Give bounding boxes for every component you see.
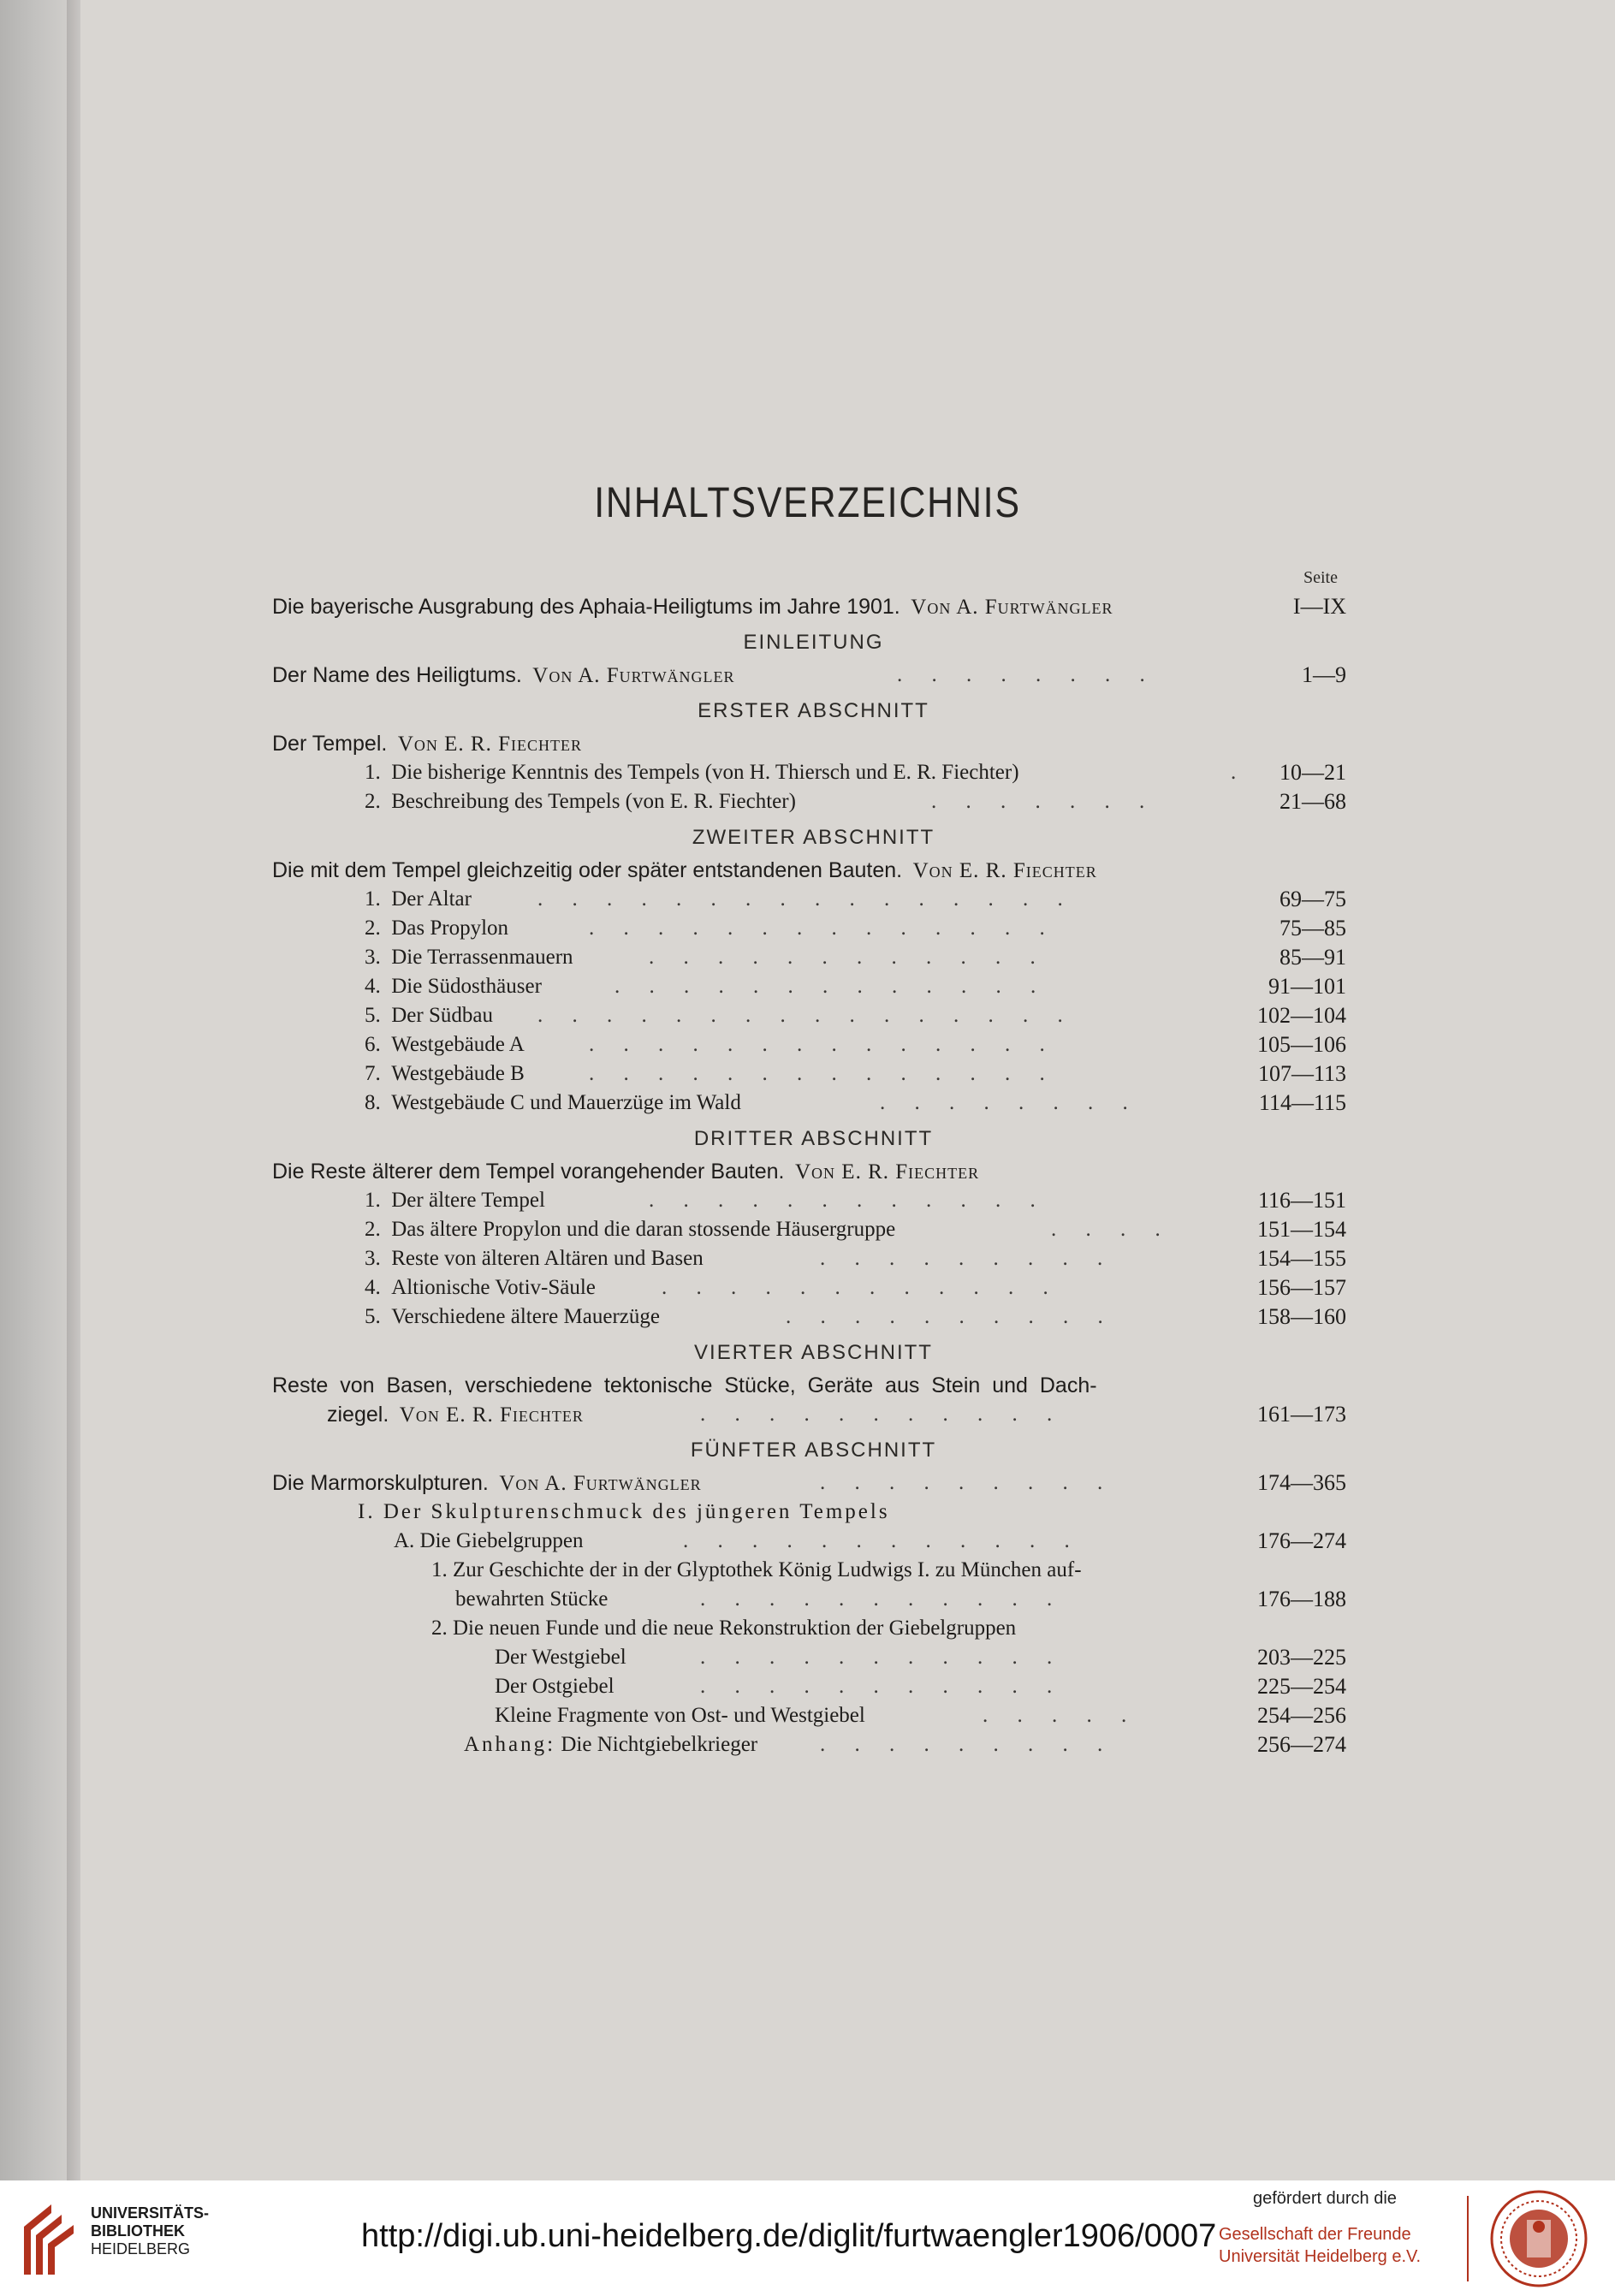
sponsor-name-line: Universität Heidelberg e.V. (1219, 2247, 1422, 2266)
entry-pages: 75—85 (1280, 916, 1346, 940)
section-heading-zweiter: ZWEITER ABSCHNITT (692, 826, 935, 849)
section-heading-fuenfter: FÜNFTER ABSCHNITT (690, 1439, 937, 1462)
dot-leader: . . . . . . . . . . . . . . . . (537, 1004, 1075, 1027)
entry-title: Die mit dem Tempel gleichzeitig oder später entstandenen Bauten. (272, 858, 903, 882)
dot-leader: . . . . . . . . . (820, 1733, 1115, 1756)
entry-title: Der Name des Heiligtums. (272, 663, 522, 687)
entry-author: Von E. R. Fiechter (399, 1403, 584, 1427)
entry-pages: 174—365 (1257, 1470, 1346, 1495)
entry-author: Von A. Furtwängler (911, 596, 1113, 619)
dot-leader: . . . . . . . . . . . . . . (589, 1033, 1057, 1056)
entry-pages: 21—68 (1280, 789, 1346, 814)
entry-title-cont: ziegel. (327, 1403, 389, 1427)
toc-subentry (272, 787, 1355, 816)
entry-number: 8. (365, 1091, 381, 1114)
toc-subentry (272, 1672, 1355, 1701)
entry-pages: 156—157 (1257, 1275, 1346, 1300)
entry-title: Beschreibung des Tempels (von E. R. Fiechter) (391, 790, 796, 813)
book-binding (0, 0, 67, 2180)
toc-entry-line2 (272, 1400, 1355, 1429)
toc-subsection-1-cont (272, 1585, 1355, 1614)
entry-pages: 1—9 (1302, 662, 1346, 687)
dot-leader: . . . . . (983, 1704, 1139, 1727)
entry-title: Die Marmorskulpturen. (272, 1471, 489, 1495)
toc-subentry (272, 1215, 1355, 1244)
toc-subentry (272, 1701, 1355, 1730)
seite-label: Seite (1303, 568, 1338, 587)
dot-leader: . . . . . . . . . . (786, 1305, 1115, 1328)
entry-title: Der Südbau (391, 1004, 493, 1027)
digitization-footer (0, 2180, 1615, 2296)
dot-leader: . . . . . . . . . . . . . (615, 975, 1048, 998)
entry-pages: 114—115 (1258, 1090, 1346, 1115)
toc-entry-intro (272, 592, 1355, 621)
toc-entry (272, 729, 1355, 758)
entry-number: 3. (365, 946, 381, 969)
section-heading-dritter: DRITTER ABSCHNITT (693, 1127, 934, 1150)
toc-subentry (272, 758, 1355, 787)
toc-subentry (272, 1643, 1355, 1672)
entry-author: Von E. R. Fiechter (795, 1160, 980, 1184)
entry-pages: 256—274 (1257, 1732, 1346, 1757)
dot-leader: . . . . . . . . . . . (700, 1403, 1065, 1426)
toc-subentry (272, 972, 1355, 1001)
library-name-line: BIBLIOTHEK (91, 2222, 185, 2240)
entry-author: Von A. Furtwängler (499, 1472, 702, 1495)
entry-title: Kleine Fragmente von Ost- und Westgiebel (495, 1704, 865, 1727)
entry-pages: 158—160 (1257, 1304, 1346, 1329)
sponsor-name (1219, 2223, 1421, 2268)
sponsor-name-line: Gesellschaft der Freunde (1219, 2225, 1411, 2244)
entry-pages: 105—106 (1257, 1032, 1346, 1057)
entry-pages: 176—274 (1257, 1528, 1346, 1553)
toc-entry (272, 856, 1355, 885)
library-name (91, 2204, 209, 2258)
dot-leader: . . . . . . . (931, 790, 1157, 813)
entry-title: Der Tempel. (272, 732, 388, 756)
entry-title: Der ältere Tempel (391, 1189, 545, 1212)
toc-entry-line1 (272, 1371, 1355, 1400)
toc-subsection-2 (272, 1614, 1355, 1643)
dot-leader: . . . . . . . . (880, 1091, 1140, 1114)
entry-pages: 176—188 (1257, 1587, 1346, 1611)
toc-entry (272, 661, 1355, 690)
entry-title: Die Südosthäuser (391, 975, 542, 998)
toc-subentry (272, 1273, 1355, 1302)
permalink-url[interactable]: http://digi.ub.uni-heidelberg.de/diglit/furtwaengler1906/0007 (361, 2218, 1217, 2254)
entry-pages: 151—154 (1257, 1217, 1346, 1242)
sponsor-label: gefördert durch die (1253, 2189, 1397, 2208)
gutter-shadow (67, 0, 80, 2180)
entry-pages: 161—173 (1257, 1402, 1346, 1427)
entry-pages: 107—113 (1257, 1061, 1346, 1086)
dot-leader: . . . . . . . . . . . (700, 1646, 1065, 1669)
section-heading-vierter: VIERTER ABSCHNITT (694, 1341, 933, 1364)
entry-title: 1. Zur Geschichte der in der Glyptothek König Ludwigs I. zu München auf- (431, 1558, 1082, 1581)
dot-leader: . . . . . . . . . . . . . . (589, 1062, 1057, 1085)
entry-number: 4. (365, 975, 381, 998)
entry-pages: 154—155 (1257, 1246, 1346, 1271)
toc-subentry (272, 1244, 1355, 1273)
entry-title: Der Altar (391, 887, 472, 911)
entry-title: Der Westgiebel (495, 1646, 626, 1669)
toc-subentry (272, 1302, 1355, 1332)
entry-pages: 225—254 (1257, 1674, 1346, 1699)
entry-pages: 69—75 (1280, 887, 1346, 911)
entry-title: Die Reste älterer dem Tempel vorangehender Bauten. (272, 1160, 785, 1184)
university-seal-icon (1489, 2189, 1588, 2288)
entry-title: Reste von Basen, verschiedene tektonische Stücke, Geräte aus Stein und Dach- (272, 1373, 1097, 1397)
dot-leader: . . . . . . . . . . . . (683, 1529, 1082, 1552)
toc-subentry (272, 885, 1355, 914)
toc-subentry (272, 1030, 1355, 1059)
entry-number: 5. (365, 1305, 381, 1328)
entry-number: 2. (365, 1218, 381, 1241)
entry-title: Die Nichtgiebelkrieger (561, 1733, 758, 1756)
toc-entry (272, 1468, 1355, 1498)
dot-leader: . . . . . . . . . . . . . . (589, 917, 1057, 940)
dot-leader: . (1231, 761, 1249, 784)
entry-author: Von E. R. Fiechter (912, 859, 1097, 882)
entry-number: 2. (365, 790, 381, 813)
entry-title: Die bisherige Kenntnis des Tempels (von H. Thiersch und E. R. Fiechter) (391, 761, 1019, 784)
entry-title: Westgebäude B (391, 1062, 525, 1085)
entry-pages: I—IX (1292, 594, 1346, 619)
dot-leader: . . . . . . . . . . . (700, 1587, 1065, 1611)
toc-subentry (272, 914, 1355, 943)
entry-pages: 203—225 (1257, 1645, 1346, 1670)
dot-leader: . . . . (1051, 1218, 1173, 1241)
dot-leader: . . . . . . . . . . . (700, 1675, 1065, 1698)
entry-number: 2. (365, 917, 381, 940)
toc-subentry-anhang (272, 1730, 1355, 1759)
entry-pages: 102—104 (1257, 1003, 1346, 1028)
dot-leader: . . . . . . . . . (820, 1471, 1115, 1494)
library-name-line: UNIVERSITÄTS- (91, 2204, 210, 2222)
section-heading-einleitung: EINLEITUNG (743, 631, 884, 654)
entry-title: Die Terrassenmauern (391, 946, 573, 969)
toc-subsection-1 (272, 1556, 1355, 1585)
dot-leader: . . . . . . . . . . . . (649, 1189, 1048, 1212)
page-title: INHALTSVERZEICHNIS (594, 478, 1021, 526)
divider (1467, 2196, 1469, 2281)
entry-title: A. Die Giebelgruppen (394, 1529, 584, 1552)
toc-subentry (272, 1059, 1355, 1089)
entry-number: 1. (365, 1189, 381, 1212)
table-of-contents (272, 568, 1355, 1759)
entry-title: I. Der Skulpturenschmuck des jüngeren Tempels (358, 1500, 890, 1523)
entry-number: 6. (365, 1033, 381, 1056)
entry-title: Reste von älteren Altären und Basen (391, 1247, 704, 1270)
entry-title: Die bayerische Ausgrabung des Aphaia-Heiligtums im Jahre 1901. (272, 595, 900, 619)
dot-leader: . . . . . . . . (897, 663, 1157, 686)
toc-entry (272, 1157, 1355, 1186)
dot-leader: . . . . . . . . . (820, 1247, 1115, 1270)
entry-title: Der Ostgiebel (495, 1675, 615, 1698)
toc-subentry (272, 1001, 1355, 1030)
anhang-label: Anhang: (464, 1733, 556, 1756)
entry-number: 7. (365, 1062, 381, 1085)
toc-subentry (272, 1089, 1355, 1118)
entry-number: 5. (365, 1004, 381, 1027)
entry-title: 2. Die neuen Funde und die neue Rekonstruktion der Giebelgruppen (431, 1617, 1017, 1640)
entry-title-cont: bewahrten Stücke (455, 1587, 609, 1611)
entry-author: Von E. R. Fiechter (397, 733, 582, 756)
entry-title: Verschiedene ältere Mauerzüge (391, 1305, 660, 1328)
entry-number: 4. (365, 1276, 381, 1299)
entry-author: Von A. Furtwängler (532, 664, 735, 687)
toc-subentry (272, 1186, 1355, 1215)
entry-pages: 116—151 (1257, 1188, 1346, 1213)
entry-title: Das Propylon (391, 917, 509, 940)
entry-title: Das ältere Propylon und die daran stossende Häusergruppe (391, 1218, 896, 1241)
entry-title: Altionische Votiv-Säule (391, 1276, 596, 1299)
entry-number: 1. (365, 761, 381, 784)
entry-pages: 91—101 (1268, 974, 1346, 999)
entry-number: 1. (365, 887, 381, 911)
toc-subsection-i (272, 1498, 1355, 1527)
library-name-line: HEIDELBERG (91, 2240, 191, 2257)
entry-pages: 10—21 (1280, 760, 1346, 785)
dot-leader: . . . . . . . . . . . . . . . . (537, 887, 1075, 911)
section-heading-erster: ERSTER ABSCHNITT (698, 699, 929, 722)
dot-leader: . . . . . . . . . . . . (649, 946, 1048, 969)
toc-subsection-a (272, 1527, 1355, 1556)
toc-subentry (272, 943, 1355, 972)
dot-leader: . . . . . . . . . . . . (662, 1276, 1060, 1299)
entry-pages: 254—256 (1257, 1703, 1346, 1728)
entry-pages: 85—91 (1280, 945, 1346, 970)
entry-title: Westgebäude C und Mauerzüge im Wald (391, 1091, 741, 1114)
library-logo-icon (19, 2201, 79, 2278)
entry-number: 3. (365, 1247, 381, 1270)
entry-title: Westgebäude A (391, 1033, 525, 1056)
